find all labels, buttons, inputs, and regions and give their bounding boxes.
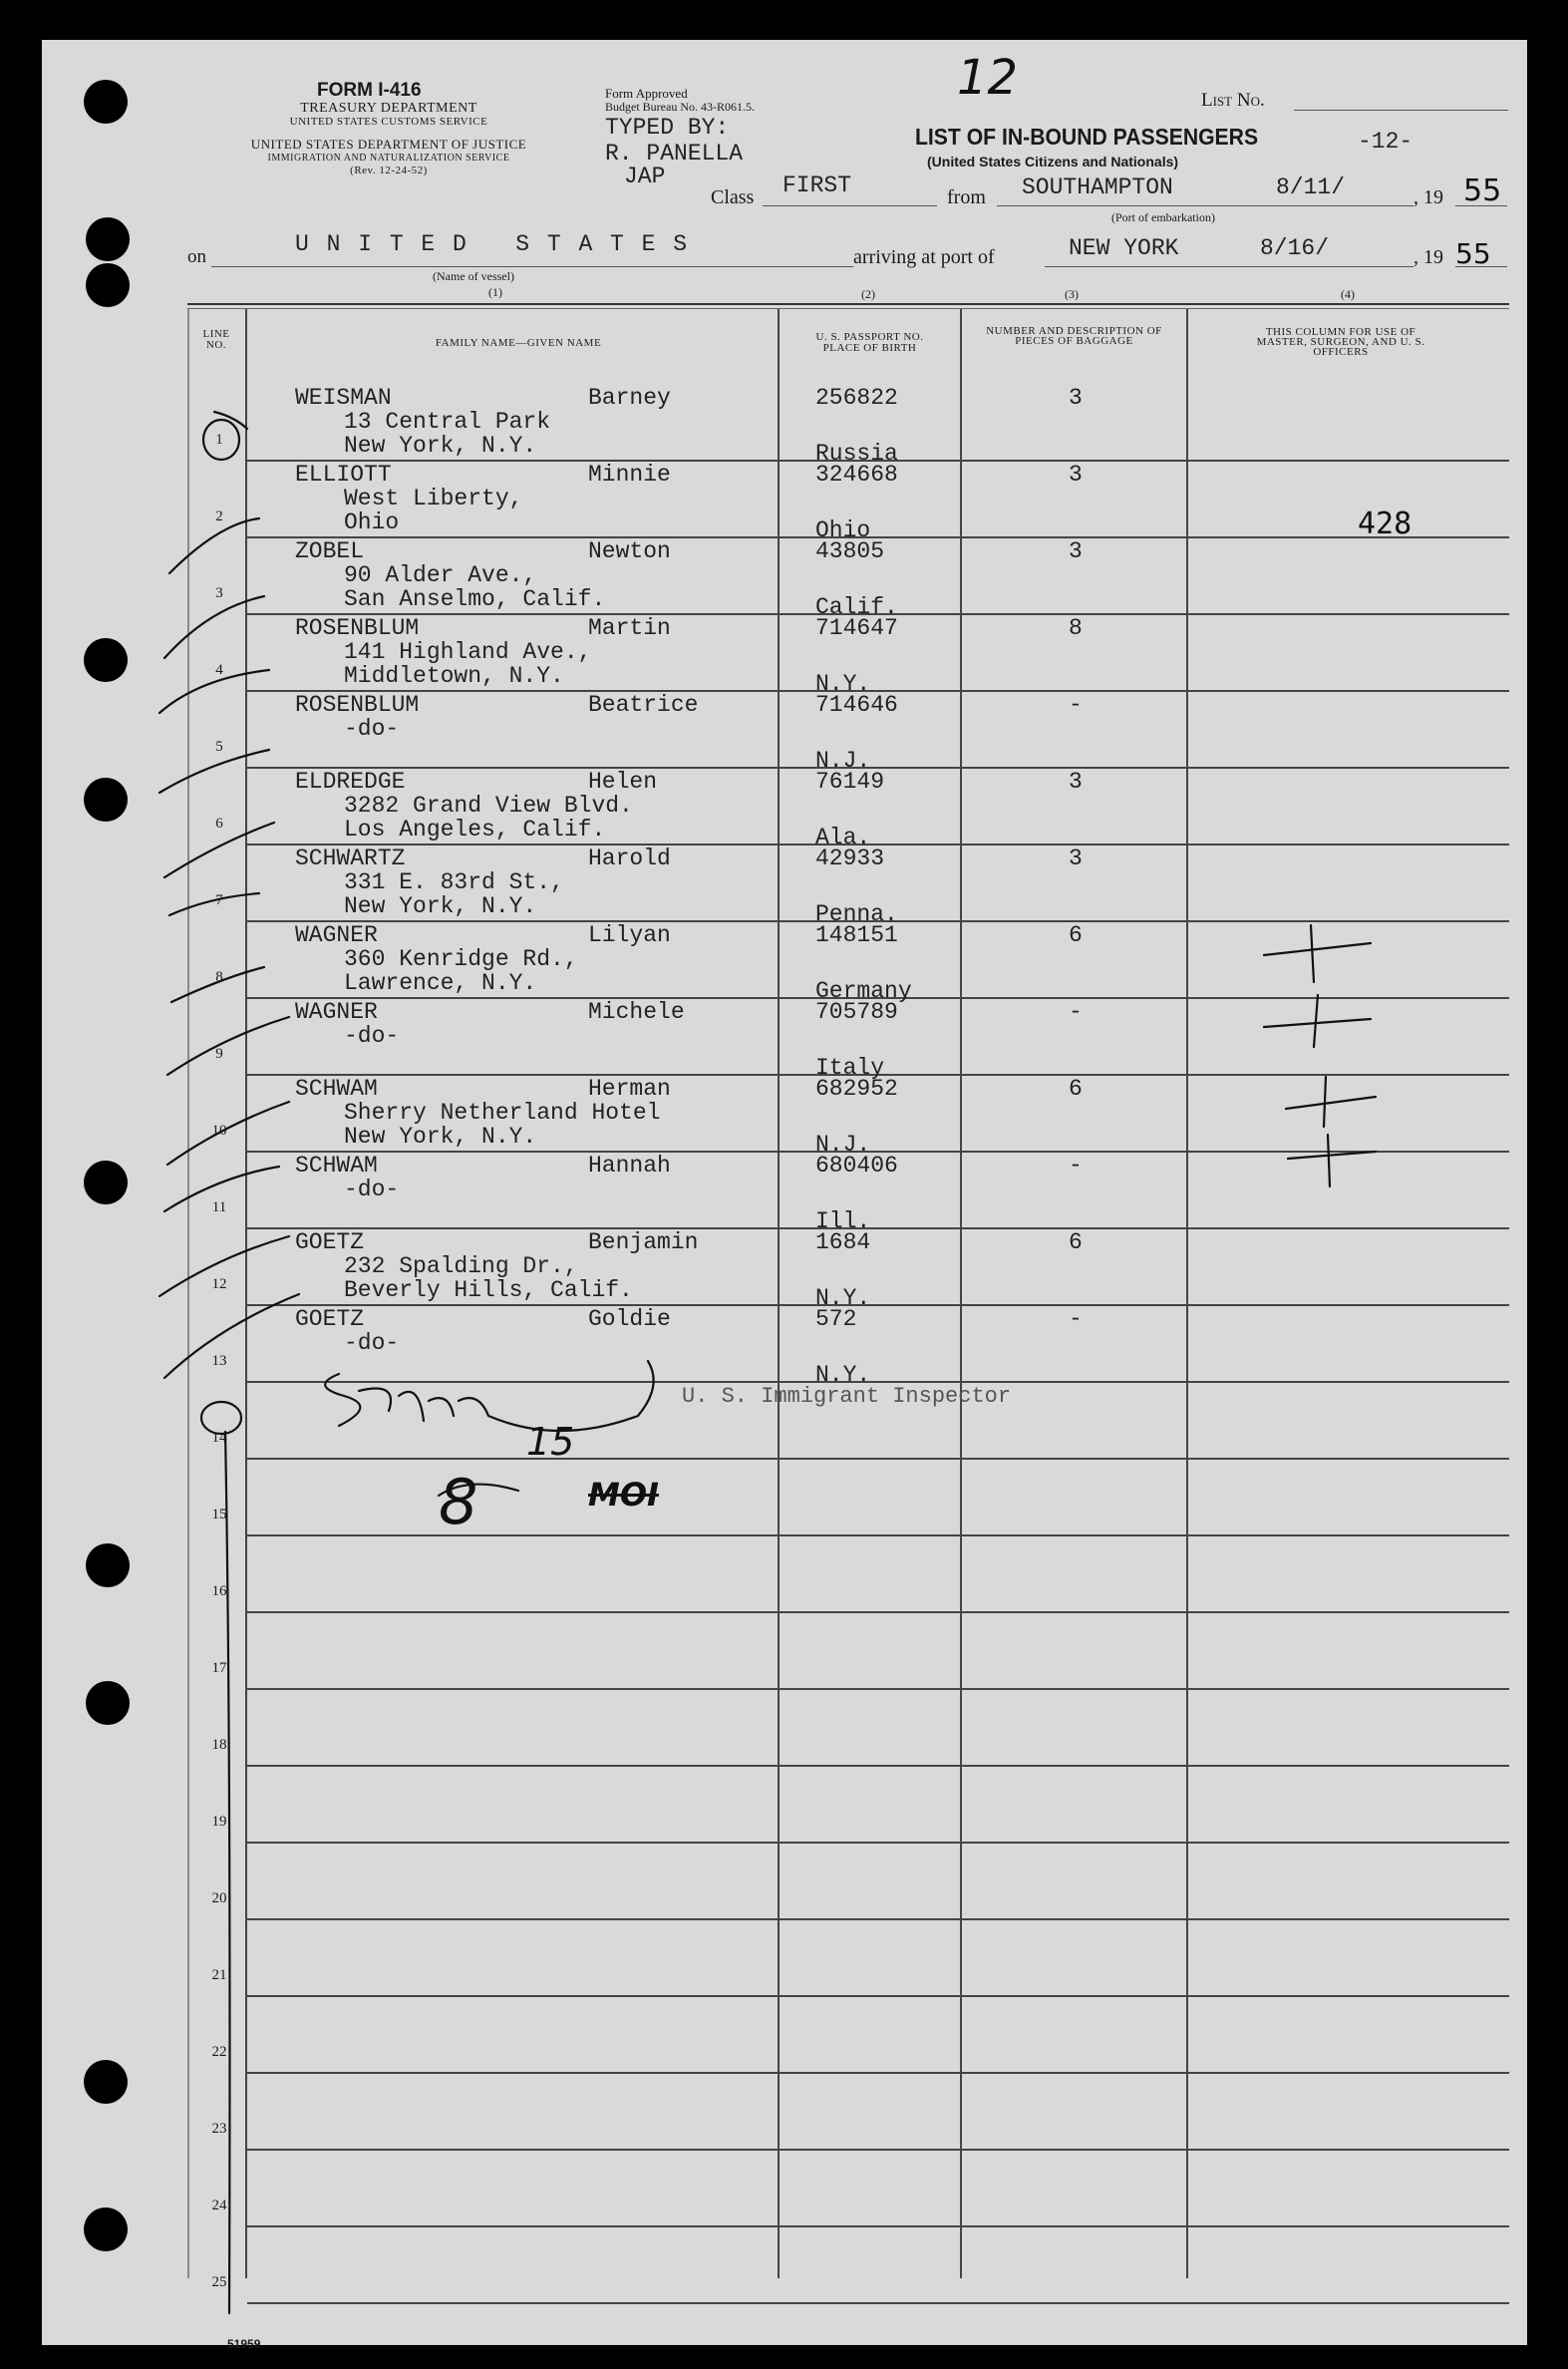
arrival-port: NEW YORK bbox=[1069, 235, 1179, 261]
passenger-given: Michele bbox=[588, 999, 685, 1025]
check-mark bbox=[159, 750, 269, 793]
passenger-given: Beatrice bbox=[588, 692, 699, 718]
passenger-addr2: San Anselmo, Calif. bbox=[344, 586, 606, 612]
passenger-passport: 714647 bbox=[815, 615, 898, 641]
form-number: FORM I-416 bbox=[317, 80, 422, 101]
passenger-bags: 3 bbox=[1069, 385, 1083, 411]
passenger-bags: 3 bbox=[1069, 462, 1083, 488]
header-passport: U. S. PASSPORT NO. PLACE OF BIRTH bbox=[815, 331, 924, 354]
passenger-birth: Germany bbox=[815, 978, 912, 1004]
line-number: 6 bbox=[215, 816, 223, 832]
line-number: 18 bbox=[211, 1737, 227, 1753]
passenger-birth: Ala. bbox=[815, 825, 871, 850]
passenger-addr1: Sherry Netherland Hotel bbox=[344, 1100, 661, 1126]
port-embark-caption: (Port of embarkation) bbox=[1111, 210, 1215, 224]
passenger-family: SCHWARTZ bbox=[295, 846, 406, 871]
line-number: 16 bbox=[211, 1583, 227, 1599]
column-number-2: (2) bbox=[861, 287, 875, 301]
arriving-label: arriving at port of bbox=[853, 246, 995, 268]
circle-line-1 bbox=[203, 420, 239, 460]
line-number: 8 bbox=[215, 969, 223, 985]
plus-mark bbox=[1264, 995, 1371, 1047]
passenger-given: Helen bbox=[588, 769, 658, 795]
passenger-passport: 43805 bbox=[815, 538, 885, 564]
line-number: 11 bbox=[211, 1199, 227, 1215]
passenger-given: Newton bbox=[588, 538, 671, 564]
passenger-given: Lilyan bbox=[588, 922, 671, 948]
passenger-bags: 8 bbox=[1069, 615, 1083, 641]
line-number: 24 bbox=[211, 2198, 227, 2213]
header-officers: THIS COLUMN FOR USE OF MASTER, SURGEON, AND U. S. OFFICERS bbox=[1256, 326, 1425, 358]
passenger-bags: - bbox=[1069, 1153, 1083, 1179]
passenger-family: SCHWAM bbox=[295, 1153, 378, 1179]
plus-mark bbox=[1264, 925, 1371, 982]
class-label: Class bbox=[711, 186, 755, 208]
passenger-birth: N.J. bbox=[815, 748, 871, 774]
passenger-family: WAGNER bbox=[295, 999, 378, 1025]
line-number: 19 bbox=[211, 1814, 227, 1830]
passenger-addr1: -do- bbox=[344, 716, 400, 742]
handwritten-8: 8 bbox=[439, 1466, 478, 1538]
passenger-family: ROSENBLUM bbox=[295, 615, 420, 641]
passenger-bags: 6 bbox=[1069, 922, 1083, 948]
passenger-addr1: West Liberty, bbox=[344, 486, 523, 511]
check-mark bbox=[164, 1167, 279, 1211]
passenger-family: WEISMAN bbox=[295, 385, 392, 411]
embark-port: SOUTHAMPTON bbox=[1022, 174, 1173, 200]
passenger-passport: 256822 bbox=[815, 385, 898, 411]
passenger-given: Hannah bbox=[588, 1153, 671, 1179]
form-approved: Form Approved bbox=[605, 86, 688, 101]
passenger-passport: 572 bbox=[815, 1306, 857, 1332]
plus-mark bbox=[1286, 1077, 1376, 1127]
embark-date: 8/11/ bbox=[1276, 174, 1346, 200]
check-mark bbox=[164, 823, 274, 877]
passenger-family: WAGNER bbox=[295, 922, 378, 948]
officer-note-428: 428 bbox=[1358, 507, 1412, 541]
passenger-bags: 3 bbox=[1069, 846, 1083, 871]
passenger-passport: 148151 bbox=[815, 922, 898, 948]
column-number-1: (1) bbox=[488, 285, 502, 299]
line-number: 21 bbox=[211, 1967, 227, 1983]
footer-code: 51959 bbox=[227, 2337, 261, 2351]
form-revision: (Rev. 12-24-52) bbox=[350, 165, 428, 176]
passenger-given: Harold bbox=[588, 846, 671, 871]
passenger-family: GOETZ bbox=[295, 1306, 365, 1332]
line-number: 14 bbox=[211, 1430, 227, 1446]
check-mark bbox=[167, 1102, 289, 1165]
check-mark bbox=[169, 893, 259, 915]
budget-bureau: Budget Bureau No. 43-R061.5. bbox=[605, 100, 755, 114]
passenger-addr1: 331 E. 83rd St., bbox=[344, 869, 564, 895]
passenger-addr1: 232 Spalding Dr., bbox=[344, 1253, 578, 1279]
passenger-passport: 1684 bbox=[815, 1229, 871, 1255]
typist-name: R. PANELLA bbox=[605, 141, 744, 167]
line-number: 22 bbox=[211, 2044, 227, 2060]
line-number: 15 bbox=[211, 1507, 227, 1523]
passenger-family: ELDREDGE bbox=[295, 769, 406, 795]
passenger-given: Benjamin bbox=[588, 1229, 699, 1255]
line-number: 17 bbox=[211, 1660, 227, 1676]
year-1: 55 bbox=[1463, 173, 1502, 208]
check-mark bbox=[159, 670, 269, 713]
inspector-label: U. S. Immigrant Inspector bbox=[682, 1384, 1012, 1409]
line-number: 5 bbox=[215, 739, 223, 755]
passenger-bags: - bbox=[1069, 999, 1083, 1025]
document-title: LIST OF IN-BOUND PASSENGERS bbox=[915, 124, 1259, 150]
passenger-birth: Italy bbox=[815, 1055, 885, 1081]
passenger-birth: Penna. bbox=[815, 901, 898, 927]
passenger-addr2: Ohio bbox=[344, 509, 400, 535]
passenger-addr2: Middletown, N.Y. bbox=[344, 663, 564, 689]
handwritten-struck: MOI bbox=[588, 1476, 659, 1514]
passenger-bags: 6 bbox=[1069, 1229, 1083, 1255]
line-number: 2 bbox=[215, 508, 223, 524]
header-baggage: NUMBER AND DESCRIPTION OF PIECES OF BAGGAGE bbox=[986, 325, 1162, 347]
passenger-given: Minnie bbox=[588, 462, 671, 488]
line-number: 25 bbox=[211, 2274, 227, 2290]
form-service: UNITED STATES CUSTOMS SERVICE bbox=[289, 116, 488, 128]
list-no-label: List No. bbox=[1201, 90, 1265, 111]
passenger-addr1: -do- bbox=[344, 1330, 400, 1356]
line-number: 3 bbox=[215, 585, 223, 601]
passenger-family: GOETZ bbox=[295, 1229, 365, 1255]
form-justice: UNITED STATES DEPARTMENT OF JUSTICE bbox=[250, 137, 527, 152]
line-number: 4 bbox=[215, 662, 223, 678]
list-number: -12- bbox=[1358, 129, 1413, 155]
arrival-date: 8/16/ bbox=[1260, 235, 1330, 261]
passenger-passport: 42933 bbox=[815, 846, 885, 871]
passenger-birth: N.Y. bbox=[815, 1362, 871, 1388]
year-prefix-1: , 19 bbox=[1413, 186, 1443, 208]
document-subtitle: (United States Citizens and Nationals) bbox=[927, 154, 1179, 169]
passenger-bags: - bbox=[1069, 692, 1083, 718]
passenger-given: Goldie bbox=[588, 1306, 671, 1332]
passenger-addr2: Lawrence, N.Y. bbox=[344, 970, 537, 996]
check-mark bbox=[171, 967, 264, 1002]
passenger-addr1: 90 Alder Ave., bbox=[344, 562, 537, 588]
vessel-caption: (Name of vessel) bbox=[433, 269, 514, 283]
check-mark bbox=[164, 1294, 299, 1378]
passenger-addr2: New York, N.Y. bbox=[344, 893, 537, 919]
passenger-passport: 324668 bbox=[815, 462, 898, 488]
passenger-given: Barney bbox=[588, 385, 671, 411]
passenger-addr1: 3282 Grand View Blvd. bbox=[344, 793, 633, 819]
passenger-birth: Calif. bbox=[815, 594, 898, 620]
passenger-family: SCHWAM bbox=[295, 1076, 378, 1102]
passenger-given: Martin bbox=[588, 615, 671, 641]
passenger-addr1: 13 Central Park bbox=[344, 409, 551, 435]
passenger-birth: Ohio bbox=[815, 517, 871, 543]
passenger-addr2: Los Angeles, Calif. bbox=[344, 817, 606, 843]
line-number: 1 bbox=[215, 432, 223, 448]
passenger-addr2: Beverly Hills, Calif. bbox=[344, 1277, 633, 1303]
passenger-passport: 705789 bbox=[815, 999, 898, 1025]
passenger-family: ELLIOTT bbox=[295, 462, 392, 488]
check-mark bbox=[164, 596, 264, 658]
handwritten-15: 15 bbox=[526, 1420, 575, 1464]
line-number: 9 bbox=[215, 1046, 223, 1062]
passenger-addr1: 360 Kenridge Rd., bbox=[344, 946, 578, 972]
from-label: from bbox=[947, 186, 986, 208]
passenger-family: ROSENBLUM bbox=[295, 692, 420, 718]
handwritten-page-number: 12 bbox=[957, 50, 1019, 106]
line-number: 23 bbox=[211, 2121, 227, 2137]
passenger-passport: 682952 bbox=[815, 1076, 898, 1102]
year-2: 55 bbox=[1455, 237, 1491, 270]
passenger-birth: N.J. bbox=[815, 1132, 871, 1158]
passenger-addr1: -do- bbox=[344, 1177, 400, 1202]
line-number: 12 bbox=[211, 1276, 227, 1292]
passenger-addr1: 141 Highland Ave., bbox=[344, 639, 592, 665]
passenger-addr2: New York, N.Y. bbox=[344, 1124, 537, 1150]
passenger-birth: Ill. bbox=[815, 1208, 871, 1234]
year-prefix-2: , 19 bbox=[1413, 246, 1443, 268]
header-name: FAMILY NAME—GIVEN NAME bbox=[435, 337, 602, 349]
form-ins: IMMIGRATION AND NATURALIZATION SERVICE bbox=[267, 153, 510, 164]
line-number: 13 bbox=[211, 1353, 227, 1369]
passenger-birth: N.Y. bbox=[815, 671, 871, 697]
passenger-bags: - bbox=[1069, 1306, 1083, 1332]
header-line-no: LINE NO. bbox=[202, 328, 230, 351]
passenger-passport: 714646 bbox=[815, 692, 898, 718]
on-label: on bbox=[187, 246, 206, 267]
column-number-3: (3) bbox=[1065, 287, 1079, 301]
passenger-birth: Russia bbox=[815, 441, 898, 467]
passenger-family: ZOBEL bbox=[295, 538, 365, 564]
passenger-addr1: -do- bbox=[344, 1023, 400, 1049]
passenger-bags: 6 bbox=[1069, 1076, 1083, 1102]
circle-line-14 bbox=[201, 1402, 241, 1434]
line-number: 10 bbox=[211, 1123, 227, 1139]
signature bbox=[325, 1361, 653, 1431]
vessel-name: U N I T E D S T A T E S bbox=[295, 231, 690, 257]
typist-initials: JAP bbox=[624, 164, 666, 189]
typed-by-label: TYPED BY: bbox=[605, 115, 730, 141]
passenger-bags: 3 bbox=[1069, 538, 1083, 564]
column-number-4: (4) bbox=[1341, 287, 1355, 301]
class-value: FIRST bbox=[783, 172, 852, 198]
passenger-addr2: New York, N.Y. bbox=[344, 433, 537, 459]
check-mark bbox=[169, 518, 259, 573]
plus-mark bbox=[1288, 1135, 1376, 1186]
form-dept: TREASURY DEPARTMENT bbox=[300, 101, 477, 116]
long-stroke bbox=[225, 1432, 230, 2313]
line-number: 20 bbox=[211, 1890, 227, 1906]
passenger-bags: 3 bbox=[1069, 769, 1083, 795]
passenger-passport: 76149 bbox=[815, 769, 885, 795]
check-mark bbox=[167, 1017, 289, 1075]
passenger-passport: 680406 bbox=[815, 1153, 898, 1179]
passenger-given: Herman bbox=[588, 1076, 671, 1102]
check-mark bbox=[159, 1236, 289, 1296]
passenger-birth: N.Y. bbox=[815, 1285, 871, 1311]
line-number: 7 bbox=[215, 892, 223, 908]
signature-underline bbox=[439, 1485, 518, 1496]
